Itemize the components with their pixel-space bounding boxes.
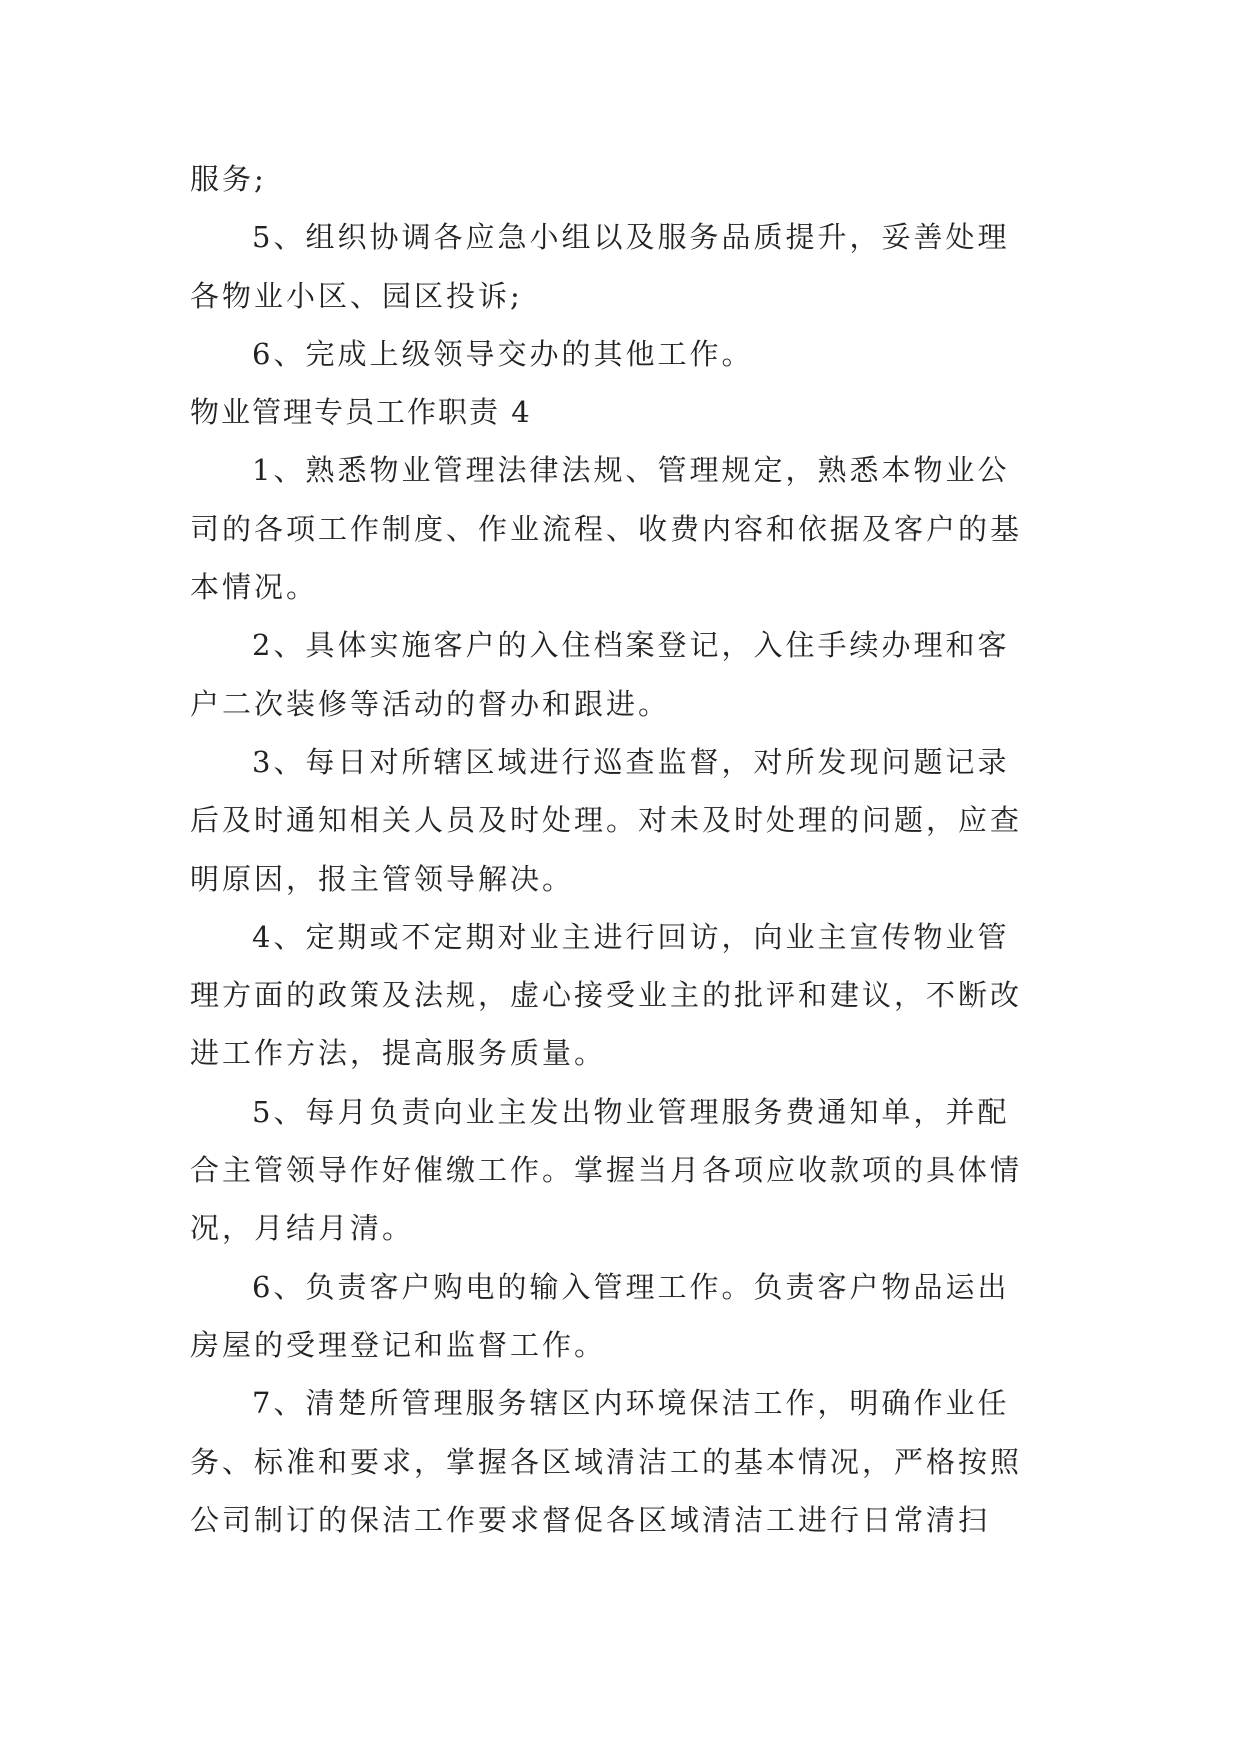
- text-line: 6、完成上级领导交办的其他工作。: [252, 336, 754, 371]
- text-line: 2、具体实施客户的入住档案登记，入住手续办理和客: [252, 628, 1010, 663]
- text-line: 5、组织协调各应急小组以及服务品质提升，妥善处理: [252, 220, 1010, 255]
- text-line: 6、负责客户购电的输入管理工作。负责客户物品运出: [252, 1269, 1010, 1304]
- text-line: 进工作方法，提高服务质量。: [190, 1036, 607, 1071]
- text-line: 后及时通知相关人员及时处理。对未及时处理的问题，应查: [190, 803, 1023, 838]
- text-line: 各物业小区、园区投诉;: [190, 278, 523, 313]
- section-heading: 物业管理专员工作职责 4: [190, 395, 532, 430]
- text-line: 7、清楚所管理服务辖区内环境保洁工作，明确作业任: [252, 1386, 1010, 1421]
- document-page: [190, 150, 1060, 1549]
- text-line: 3、每日对所辖区域进行巡查监督，对所发现问题记录: [252, 744, 1010, 779]
- text-line: 5、每月负责向业主发出物业管理服务费通知单，并配: [252, 1094, 1010, 1129]
- text-line: 公司制订的保洁工作要求督促各区域清洁工进行日常清扫: [190, 1502, 991, 1537]
- text-line: 服务;: [190, 162, 267, 196]
- text-line: 明原因，报主管领导解决。: [190, 861, 575, 896]
- text-line: 司的各项工作制度、作业流程、收费内容和依据及客户的基: [190, 511, 1023, 546]
- text-line: 合主管领导作好催缴工作。掌握当月各项应收款项的具体情: [190, 1153, 1023, 1188]
- text-line: 4、定期或不定期对业主进行回访，向业主宣传物业管: [252, 919, 1010, 954]
- text-line: 理方面的政策及法规，虚心接受业主的批评和建议，不断改: [190, 978, 1023, 1013]
- text-line: 户二次装修等活动的督办和跟进。: [190, 686, 671, 721]
- text-line: 房屋的受理登记和监督工作。: [190, 1327, 607, 1362]
- text-line: 本情况。: [190, 570, 319, 605]
- text-line: 况，月结月清。: [190, 1211, 415, 1246]
- text-line: 1、熟悉物业管理法律法规、管理规定，熟悉本物业公: [252, 453, 1010, 488]
- text-line: 务、标准和要求，掌握各区域清洁工的基本情况，严格按照: [190, 1444, 1023, 1479]
